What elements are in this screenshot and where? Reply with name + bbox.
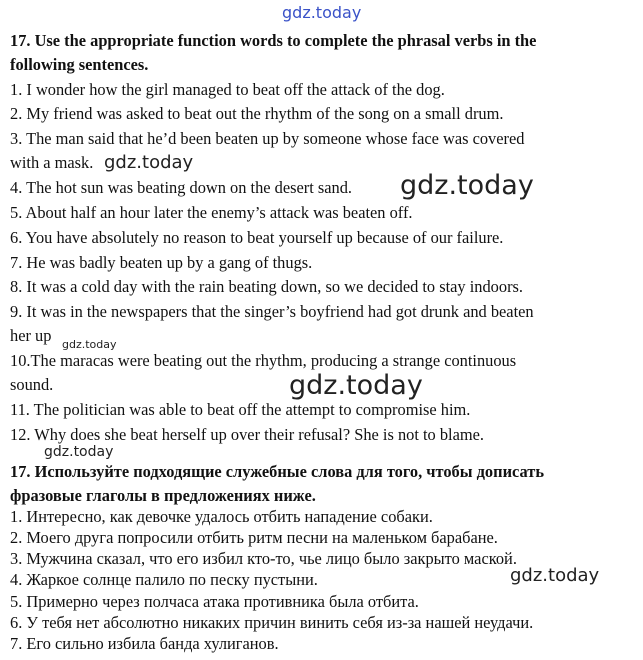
russian-sentence-2: 2. Моего друга попросили отбить ритм песни на маленьком барабане. [10, 528, 498, 547]
russian-sentence-3: 3. Мужчина сказал, что его избил кто-то, чье лицо было закрыто маской. [10, 549, 517, 568]
watermark-5: gdz.today [289, 370, 423, 401]
watermark-4: gdz.today [62, 338, 117, 351]
english-sentence-9: 9. It was in the newspapers that the singer’s boyfriend had got drunk and beaten [10, 302, 534, 321]
watermark-7: gdz.today [510, 565, 600, 586]
english-sentence-11: 11. The politician was able to beat off the attempt to compromise him. [10, 400, 471, 419]
english-sentence-1: 1. I wonder how the girl managed to beat off the attack of the dog. [10, 80, 445, 99]
english-sentence-8: 8. It was a cold day with the rain beating down, so we decided to stay indoors. [10, 277, 523, 296]
english-sentence-4: 4. The hot sun was beating down on the desert sand. [10, 178, 353, 197]
russian-sentence-6: 6. У тебя нет абсолютно никаких причин винить себя из-за нашей неудачи. [10, 613, 534, 632]
english-sentence-9-cont: her up [10, 326, 52, 345]
russian-sentence-7: 7. Его сильно избила банда хулиганов. [10, 634, 279, 653]
english-sentence-3: 3. The man said that he’d been beaten up by someone whose face was covered [10, 129, 525, 148]
russian-sentence-4: 4. Жаркое солнце палило по песку пустыни. [10, 570, 318, 589]
english-heading-line-1: 17. Use the appropriate function words to complete the phrasal verbs in the [10, 31, 537, 50]
english-sentence-2: 2. My friend was asked to beat out the rhythm of the song on a small drum. [10, 104, 504, 123]
watermark-top: gdz.today [282, 3, 362, 22]
english-sentence-5: 5. About half an hour later the enemy’s attack was beaten off. [10, 203, 413, 222]
russian-heading-line-1: 17. Используйте подходящие служебные слова для того, чтобы дописать [10, 462, 544, 481]
english-sentence-6: 6. You have absolutely no reason to beat yourself up because of our failure. [10, 228, 504, 247]
russian-heading-line-2: фразовые глаголы в предложениях ниже. [10, 486, 316, 505]
russian-sentence-1: 1. Интересно, как девочке удалось отбить нападение собаки. [10, 507, 433, 526]
watermark-2: gdz.today [104, 152, 194, 173]
watermark-3: gdz.today [400, 170, 534, 201]
russian-sentence-5: 5. Примерно через полчаса атака противника была отбита. [10, 592, 419, 611]
english-sentence-12: 12. Why does she beat herself up over their refusal? She is not to blame. [10, 425, 484, 444]
english-sentence-3-cont: with a mask. [10, 153, 94, 172]
english-sentence-10: 10.The maracas were beating out the rhythm, producing a strange continuous [10, 351, 517, 370]
english-sentence-7: 7. He was badly beaten up by a gang of thugs. [10, 253, 313, 272]
english-heading-line-2: following sentences. [10, 55, 149, 74]
watermark-6: gdz.today [44, 444, 114, 460]
english-sentence-10-cont: sound. [10, 375, 54, 394]
